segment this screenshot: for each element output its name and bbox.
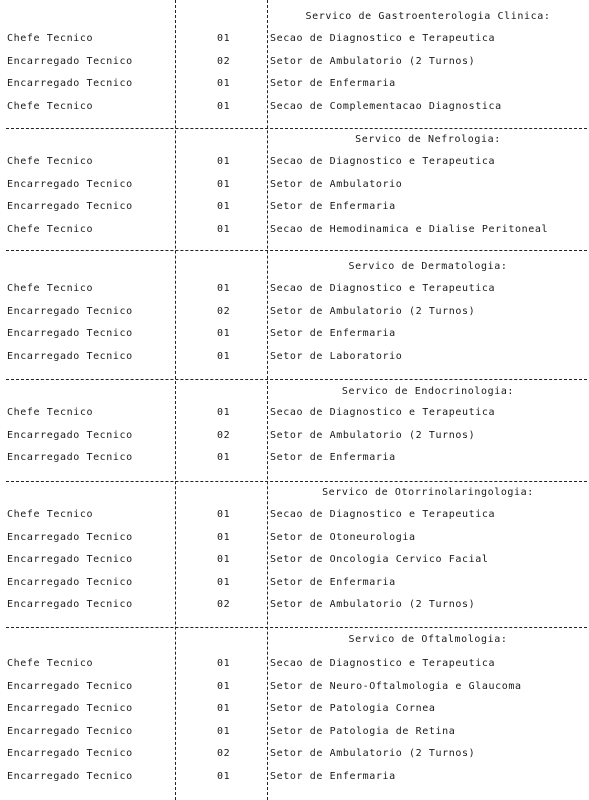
unit-cell: Setor de Enfermaria	[270, 452, 396, 463]
count-cell: 01	[217, 283, 231, 294]
unit-cell: Setor de Ambulatorio	[270, 179, 403, 190]
unit-cell: Secao de Hemodinamica e Dialise Peritoneal	[270, 224, 549, 235]
count-cell: 01	[217, 201, 231, 212]
unit-cell: Secao de Diagnostico e Terapeutica	[270, 283, 496, 294]
role-cell: Encarregado Tecnico	[7, 351, 133, 362]
role-cell: Chefe Tecnico	[7, 33, 94, 44]
unit-cell: Setor de Ambulatorio (2 Turnos)	[270, 748, 476, 759]
role-cell: Encarregado Tecnico	[7, 328, 133, 339]
unit-cell: Secao de Complementacao Diagnostica	[270, 101, 502, 112]
count-cell: 01	[217, 532, 231, 543]
count-cell: 01	[217, 328, 231, 339]
count-cell: 02	[217, 599, 231, 610]
role-cell: Encarregado Tecnico	[7, 56, 133, 67]
count-cell: 01	[217, 554, 231, 565]
unit-cell: Setor de Ambulatorio (2 Turnos)	[270, 599, 476, 610]
section-separator	[6, 379, 587, 380]
role-cell: Encarregado Tecnico	[7, 599, 133, 610]
unit-cell: Setor de Ambulatorio (2 Turnos)	[270, 430, 476, 441]
count-cell: 01	[217, 224, 231, 235]
unit-cell: Setor de Patologia de Retina	[270, 726, 456, 737]
role-cell: Encarregado Tecnico	[7, 452, 133, 463]
unit-cell: Setor de Oncologia Cervico Facial	[270, 554, 489, 565]
role-cell: Encarregado Tecnico	[7, 179, 133, 190]
role-cell: Encarregado Tecnico	[7, 771, 133, 782]
unit-cell: Setor de Ambulatorio (2 Turnos)	[270, 56, 476, 67]
section-title: Servico de Gastroenterologia Clinica:	[305, 11, 551, 22]
count-cell: 01	[217, 726, 231, 737]
section-separator	[6, 128, 587, 129]
count-cell: 01	[217, 703, 231, 714]
unit-cell: Secao de Diagnostico e Terapeutica	[270, 658, 496, 669]
section-separator	[6, 481, 587, 482]
role-cell: Encarregado Tecnico	[7, 748, 133, 759]
count-cell: 02	[217, 306, 231, 317]
role-cell: Chefe Tecnico	[7, 283, 94, 294]
role-cell: Chefe Tecnico	[7, 101, 94, 112]
section-separator	[6, 250, 587, 251]
role-cell: Encarregado Tecnico	[7, 554, 133, 565]
count-cell: 01	[217, 771, 231, 782]
section-title: Servico de Nefrologia:	[355, 134, 501, 145]
column-divider-count-unit	[267, 0, 268, 800]
unit-cell: Setor de Enfermaria	[270, 771, 396, 782]
unit-cell: Setor de Enfermaria	[270, 78, 396, 89]
unit-cell: Setor de Patologia Cornea	[270, 703, 436, 714]
count-cell: 01	[217, 101, 231, 112]
unit-cell: Setor de Laboratorio	[270, 351, 403, 362]
role-cell: Encarregado Tecnico	[7, 306, 133, 317]
count-cell: 01	[217, 78, 231, 89]
unit-cell: Secao de Diagnostico e Terapeutica	[270, 156, 496, 167]
unit-cell: Setor de Enfermaria	[270, 577, 396, 588]
count-cell: 02	[217, 430, 231, 441]
section-separator	[6, 627, 587, 628]
role-cell: Chefe Tecnico	[7, 224, 94, 235]
count-cell: 01	[217, 351, 231, 362]
unit-cell: Secao de Diagnostico e Terapeutica	[270, 509, 496, 520]
count-cell: 01	[217, 681, 231, 692]
unit-cell: Setor de Otoneurologia	[270, 532, 416, 543]
section-title: Servico de Oftalmologia:	[348, 634, 508, 645]
column-divider-role-count	[175, 0, 176, 800]
role-cell: Encarregado Tecnico	[7, 726, 133, 737]
section-title: Servico de Endocrinologia:	[341, 386, 515, 397]
count-cell: 01	[217, 577, 231, 588]
role-cell: Encarregado Tecnico	[7, 532, 133, 543]
count-cell: 02	[217, 748, 231, 759]
role-cell: Chefe Tecnico	[7, 658, 94, 669]
count-cell: 01	[217, 179, 231, 190]
role-cell: Encarregado Tecnico	[7, 201, 133, 212]
section-title: Servico de Otorrinolaringologia:	[322, 487, 534, 498]
count-cell: 01	[217, 407, 231, 418]
role-cell: Encarregado Tecnico	[7, 577, 133, 588]
role-cell: Chefe Tecnico	[7, 407, 94, 418]
role-cell: Encarregado Tecnico	[7, 681, 133, 692]
count-cell: 01	[217, 156, 231, 167]
role-cell: Encarregado Tecnico	[7, 703, 133, 714]
role-cell: Encarregado Tecnico	[7, 430, 133, 441]
count-cell: 01	[217, 658, 231, 669]
role-cell: Chefe Tecnico	[7, 156, 94, 167]
count-cell: 01	[217, 509, 231, 520]
count-cell: 01	[217, 452, 231, 463]
count-cell: 01	[217, 33, 231, 44]
unit-cell: Setor de Neuro-Oftalmologia e Glaucoma	[270, 681, 522, 692]
unit-cell: Setor de Ambulatorio (2 Turnos)	[270, 306, 476, 317]
count-cell: 02	[217, 56, 231, 67]
unit-cell: Setor de Enfermaria	[270, 201, 396, 212]
section-title: Servico de Dermatologia:	[348, 261, 508, 272]
role-cell: Chefe Tecnico	[7, 509, 94, 520]
unit-cell: Setor de Enfermaria	[270, 328, 396, 339]
role-cell: Encarregado Tecnico	[7, 78, 133, 89]
unit-cell: Secao de Diagnostico e Terapeutica	[270, 407, 496, 418]
unit-cell: Secao de Diagnostico e Terapeutica	[270, 33, 496, 44]
